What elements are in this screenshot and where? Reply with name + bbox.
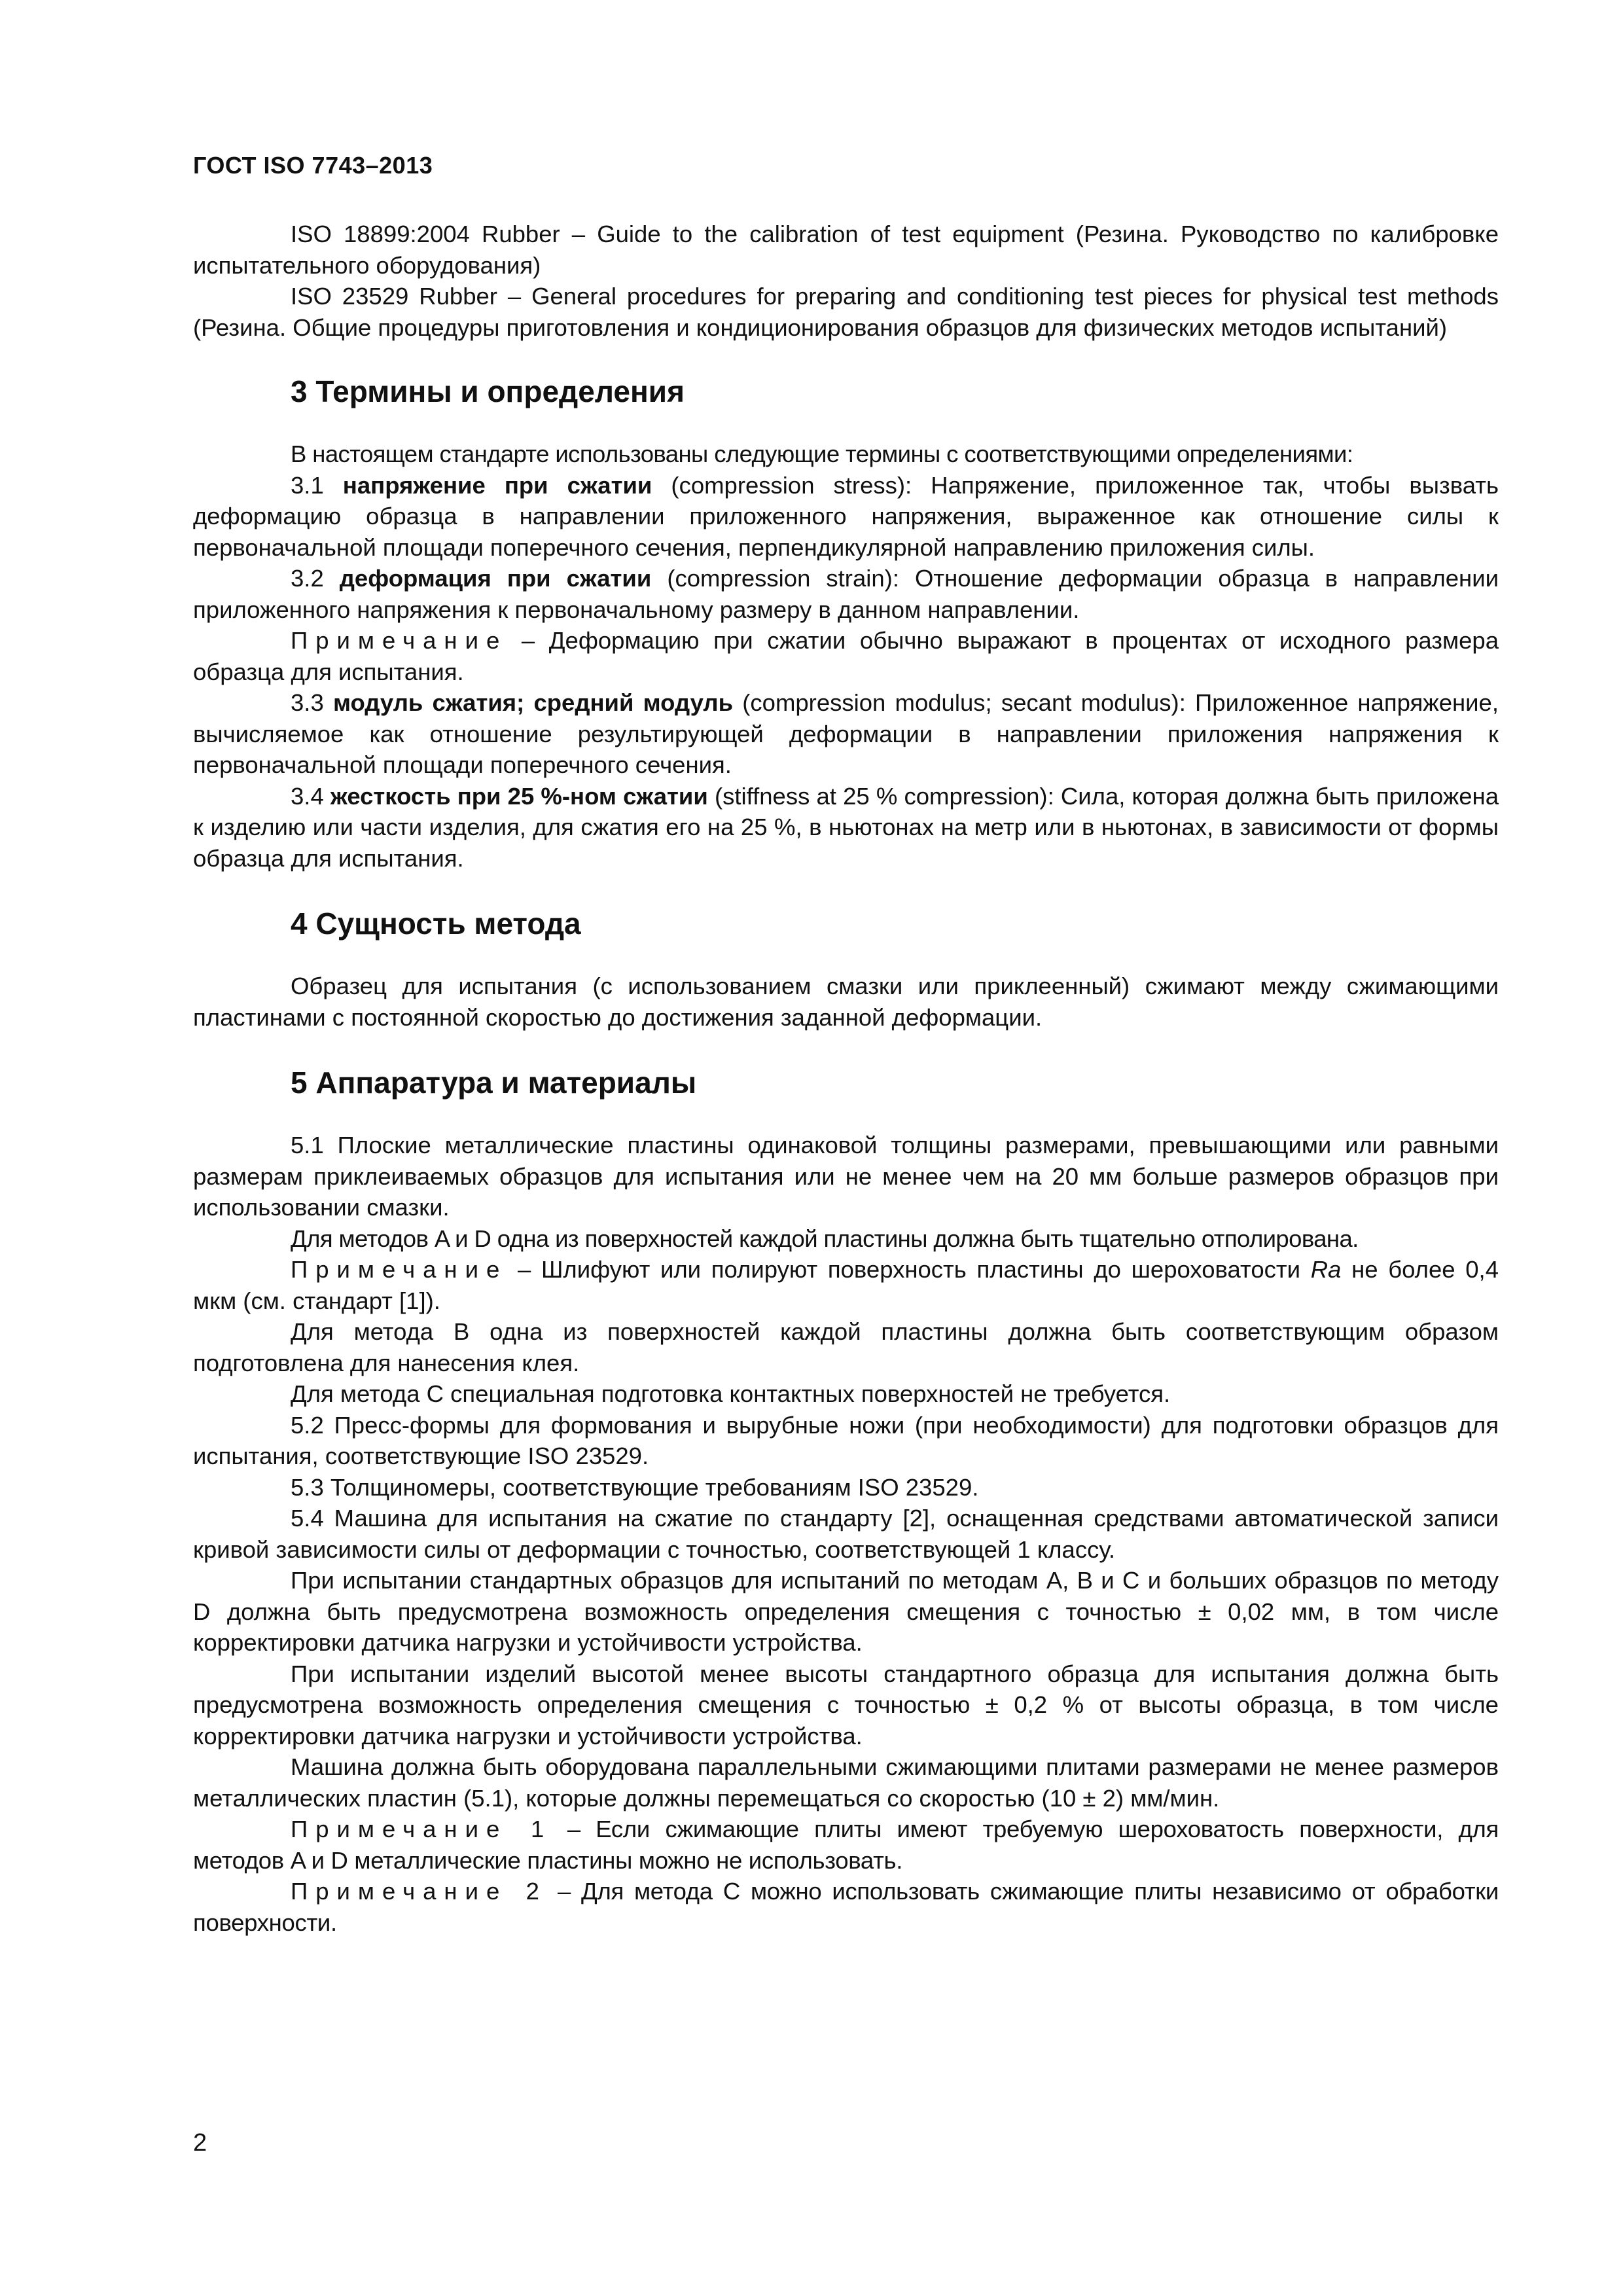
note-label: Примечание — [291, 1256, 508, 1283]
paragraph-method-c: Для метода C специальная подготовка контактных поверхностей не требуется. — [291, 1380, 1171, 1407]
term-definition: (compression modulus; secant modulus): Приложенное напряжение, вычисляемое как отношение результирующей деформации в направлении приложения напряжения к первоначальной площади поперечного сечения. — [193, 689, 1499, 778]
term-number: 3.3 — [291, 689, 333, 716]
term-name: жесткость при 25 %-ном сжатии — [330, 782, 708, 810]
note-number: 1 — [507, 1816, 552, 1842]
term-3-2 — [193, 563, 1499, 625]
note-text: – Если сжимающие плиты имеют требуемую шероховатость поверхности, для методов A и D металлические пластины можно не использовать. — [193, 1816, 1499, 1874]
term-3-3 — [193, 687, 1499, 781]
paragraph-5-2: 5.2 Пресс-формы для формования и вырубные ножи (при необходимости) для подготовки образцов для испытания, соответствующие ISO 23529. — [193, 1411, 1499, 1469]
section-3-heading: 3 Термины и определения — [291, 374, 685, 408]
term-3-4 — [193, 781, 1499, 874]
note-text: – Деформацию при сжатии обычно выражают в процентах от исходного размера образца для испытания. — [193, 627, 1499, 685]
paragraph-standard-specimens: При испытании стандартных образцов для испытаний по методам A, B и C и больших образцов по методу D должна быть предусмотрена возможность определения смещения с точностью ± 0,02 мм, в том числе корректировки датчика нагрузки и устойчивости устройства. — [193, 1567, 1499, 1656]
note-number: 2 — [507, 1878, 547, 1905]
note-text-tail: не более 0,4 мкм (см. стандарт [1]). — [193, 1256, 1499, 1314]
note-text: – Шлифуют или полируют поверхность пластины до шероховатости — [507, 1256, 1311, 1283]
paragraph-5-3: 5.3 Толщиномеры, соответствующие требованиям ISO 23529. — [291, 1473, 979, 1501]
term-3-1 — [193, 470, 1499, 564]
note-1 — [193, 1814, 1499, 1876]
document-body — [193, 219, 1499, 1938]
note-label: Примечание — [291, 1816, 508, 1842]
note-label: Примечание — [291, 627, 508, 654]
paragraph-5-1: 5.1 Плоские металлические пластины одинаковой толщины размерами, превышающими или равными размерам приклеиваемых образцов для испытания или не менее чем на 20 мм больше размеров образцов при использовании смазки. — [193, 1132, 1499, 1221]
note-2 — [193, 1876, 1499, 1938]
document-code-header: ГОСТ ISO 7743–2013 — [193, 152, 433, 179]
section-3-intro: В настоящем стандарте использованы следующие термины с соответствующими определениями: — [291, 440, 1353, 467]
reference-iso-23529: ISO 23529 Rubber – General procedures for preparing and conditioning test pieces for physical test methods (Резина. Общие процедуры приготовления и кондиционирования образцов для физических методов испытаний) — [193, 283, 1499, 341]
roughness-symbol: Ra — [1310, 1256, 1342, 1283]
note-roughness — [193, 1254, 1499, 1316]
paragraph-5-4: 5.4 Машина для испытания на сжатие по стандарту [2], оснащенная средствами автоматической записи кривой зависимости силы от деформации с точностью, соответствующей 1 классу. — [193, 1505, 1499, 1563]
term-number: 3.1 — [291, 471, 343, 499]
term-name: напряжение при сжатии — [342, 471, 652, 499]
term-definition: (compression stress): Напряжение, приложенное так, чтобы вызвать деформацию образца в направлении приложенного напряжения, выраженное как отношение силы к первоначальной площади поперечного сечения, перпендикулярной направлению приложения силы. — [193, 471, 1499, 561]
term-number: 3.2 — [291, 565, 340, 592]
section-4-heading: 4 Сущность метода — [291, 906, 581, 941]
paragraph-machine-plates: Машина должна быть оборудована параллельными сжимающими плитами размерами не менее размеров металлических пластин (5.1), которые должны перемещаться со скоростью (10 ± 2) мм/мин. — [193, 1753, 1499, 1812]
paragraph-methods-a-d: Для методов A и D одна из поверхностей каждой пластины должна быть тщательно отполирована. — [291, 1225, 1359, 1252]
note-label: Примечание — [291, 1878, 508, 1905]
reference-iso-18899: ISO 18899:2004 Rubber – Guide to the calibration of test equipment (Резина. Руководство по калибровке испытательного оборудования) — [193, 221, 1499, 279]
term-definition: (stiffness at 25 % compression): Сила, которая должна быть приложена к изделию или части изделия, для сжатия его на 25 %, в ньютонах на метр или в ньютонах, в зависимости от формы образца для испытания. — [193, 782, 1499, 872]
note-strain — [193, 625, 1499, 687]
paragraph-method-b: Для метода B одна из поверхностей каждой пластины должна быть соответствующим образом подготовлена для нанесения клея. — [193, 1318, 1499, 1376]
page-number: 2 — [193, 2129, 207, 2157]
term-name: модуль сжатия; средний модуль — [332, 689, 734, 716]
term-name: деформация при сжатии — [339, 565, 652, 592]
note-text: – Для метода C можно использовать сжимающие плиты независимо от обработки поверхности. — [193, 1878, 1499, 1936]
term-definition: (compression strain): Отношение деформации образца в направлении приложенного напряжения к первоначальному размеру в данном направлении. — [193, 565, 1499, 623]
paragraph-products: При испытании изделий высотой менее высоты стандартного образца для испытания должна быть предусмотрена возможность определения смещения с точностью ± 0,2 % от высоты образца, в том числе корректировки датчика нагрузки и устойчивости устройства. — [193, 1660, 1499, 1749]
section-5-heading: 5 Аппаратура и материалы — [291, 1066, 697, 1100]
section-4-text: Образец для испытания (с использованием смазки или приклеенный) сжимают между сжимающими пластинами с постоянной скоростью до достижения заданной деформации. — [193, 973, 1499, 1031]
term-number: 3.4 — [291, 782, 330, 810]
